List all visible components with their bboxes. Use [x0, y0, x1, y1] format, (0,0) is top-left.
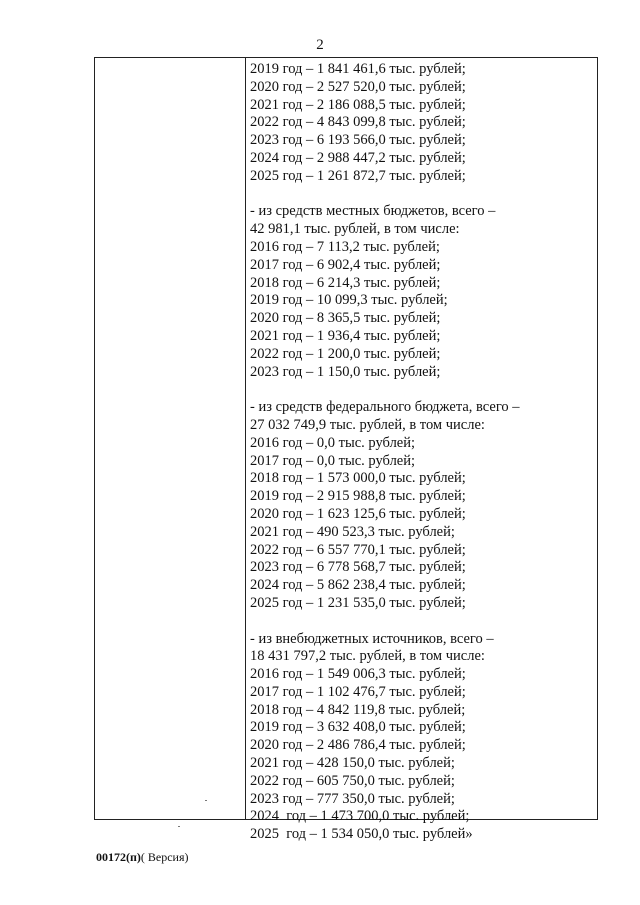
federal-budget-section	[250, 399, 590, 613]
federal-line: 2025 год – 1 231 535,0 тыс. рублей;	[250, 594, 466, 611]
local-line: 2016 год – 7 113,2 тыс. рублей;	[250, 238, 440, 255]
extrabudgetary-line: 2020 год – 2 486 786,4 тыс. рублей;	[250, 737, 466, 754]
column-divider	[245, 58, 246, 819]
local-budget-section	[250, 203, 590, 381]
regional-line: 2020 год – 2 527 520,0 тыс. рублей;	[250, 78, 466, 95]
regional-line: 2019 год – 1 841 461,6 тыс. рублей;	[250, 61, 466, 77]
federal-line: 2021 год – 490 523,3 тыс. рублей;	[250, 523, 455, 540]
local-header: - из средств местных бюджетов, всего –	[250, 203, 496, 220]
funding-cell	[250, 61, 590, 844]
extrabudgetary-line: 2022 год – 605 750,0 тыс. рублей;	[250, 772, 455, 789]
extrabudgetary-line: 2017 год – 1 102 476,7 тыс. рублей;	[250, 683, 466, 700]
regional-line: 2024 год – 2 988 447,2 тыс. рублей;	[250, 149, 466, 166]
extrabudgetary-total: 18 431 797,2 тыс. рублей, в том числе:	[250, 648, 485, 665]
regional-budget-years	[250, 61, 590, 186]
extrabudgetary-line: 2021 год – 428 150,0 тыс. рублей;	[250, 755, 455, 772]
federal-line: 2022 год – 6 557 770,1 тыс. рублей;	[250, 541, 466, 558]
section-gap	[250, 613, 590, 631]
federal-line: 2024 год – 5 862 238,4 тыс. рублей;	[250, 577, 466, 594]
extrabudgetary-line: 2019 год – 3 632 408,0 тыс. рублей;	[250, 719, 466, 736]
section-gap	[250, 186, 590, 204]
local-line: 2021 год – 1 936,4 тыс. рублей;	[250, 327, 441, 344]
extrabudgetary-line: 2023 год – 777 350,0 тыс. рублей;	[250, 790, 455, 807]
extrabudgetary-line: 2024 год – 1 473 700,0 тыс. рублей;	[250, 808, 470, 825]
federal-line: 2023 год – 6 778 568,7 тыс. рублей;	[250, 559, 466, 576]
local-line: 2017 год – 6 902,4 тыс. рублей;	[250, 256, 441, 273]
federal-header: - из средств федерального бюджета, всего –	[250, 399, 520, 416]
regional-line: 2025 год – 1 261 872,7 тыс. рублей;	[250, 167, 466, 184]
document-version: ( Версия)	[140, 850, 189, 864]
federal-line: 2016 год – 0,0 тыс. рублей;	[250, 434, 416, 451]
local-line: 2022 год – 1 200,0 тыс. рублей;	[250, 345, 441, 362]
local-total: 42 981,1 тыс. рублей, в том числе:	[250, 221, 460, 238]
federal-total: 27 032 749,9 тыс. рублей, в том числе:	[250, 416, 485, 433]
extrabudgetary-section	[250, 631, 590, 845]
local-line: 2019 год – 10 099,3 тыс. рублей;	[250, 292, 448, 309]
funding-table	[94, 57, 598, 843]
document-code: 00172(п)	[96, 850, 141, 864]
federal-line: 2019 год – 2 915 988,8 тыс. рублей;	[250, 488, 466, 505]
regional-line: 2023 год – 6 193 566,0 тыс. рублей;	[250, 132, 466, 149]
federal-line: 2017 год – 0,0 тыс. рублей;	[250, 452, 416, 469]
extrabudgetary-line: 2016 год – 1 549 006,3 тыс. рублей;	[250, 666, 466, 683]
extrabudgetary-line: 2018 год – 4 842 119,8 тыс. рублей;	[250, 701, 466, 718]
page-number: 2	[316, 37, 324, 53]
section-gap	[250, 381, 590, 399]
regional-line: 2022 год – 4 843 099,8 тыс. рублей;	[250, 114, 466, 131]
local-line: 2018 год – 6 214,3 тыс. рублей;	[250, 274, 441, 291]
document-footer	[96, 850, 189, 864]
local-line: 2023 год – 1 150,0 тыс. рублей;	[250, 363, 441, 380]
scan-speck	[205, 800, 207, 801]
extrabudgetary-header: - из внебюджетных источников, всего –	[250, 630, 494, 647]
federal-line: 2020 год – 1 623 125,6 тыс. рублей;	[250, 505, 466, 522]
regional-line: 2021 год – 2 186 088,5 тыс. рублей;	[250, 96, 466, 113]
federal-line: 2018 год – 1 573 000,0 тыс. рублей;	[250, 470, 466, 487]
extrabudgetary-line: 2025 год – 1 534 050,0 тыс. рублей»	[250, 826, 473, 843]
local-line: 2020 год – 8 365,5 тыс. рублей;	[250, 310, 441, 327]
scan-speck	[178, 826, 180, 827]
